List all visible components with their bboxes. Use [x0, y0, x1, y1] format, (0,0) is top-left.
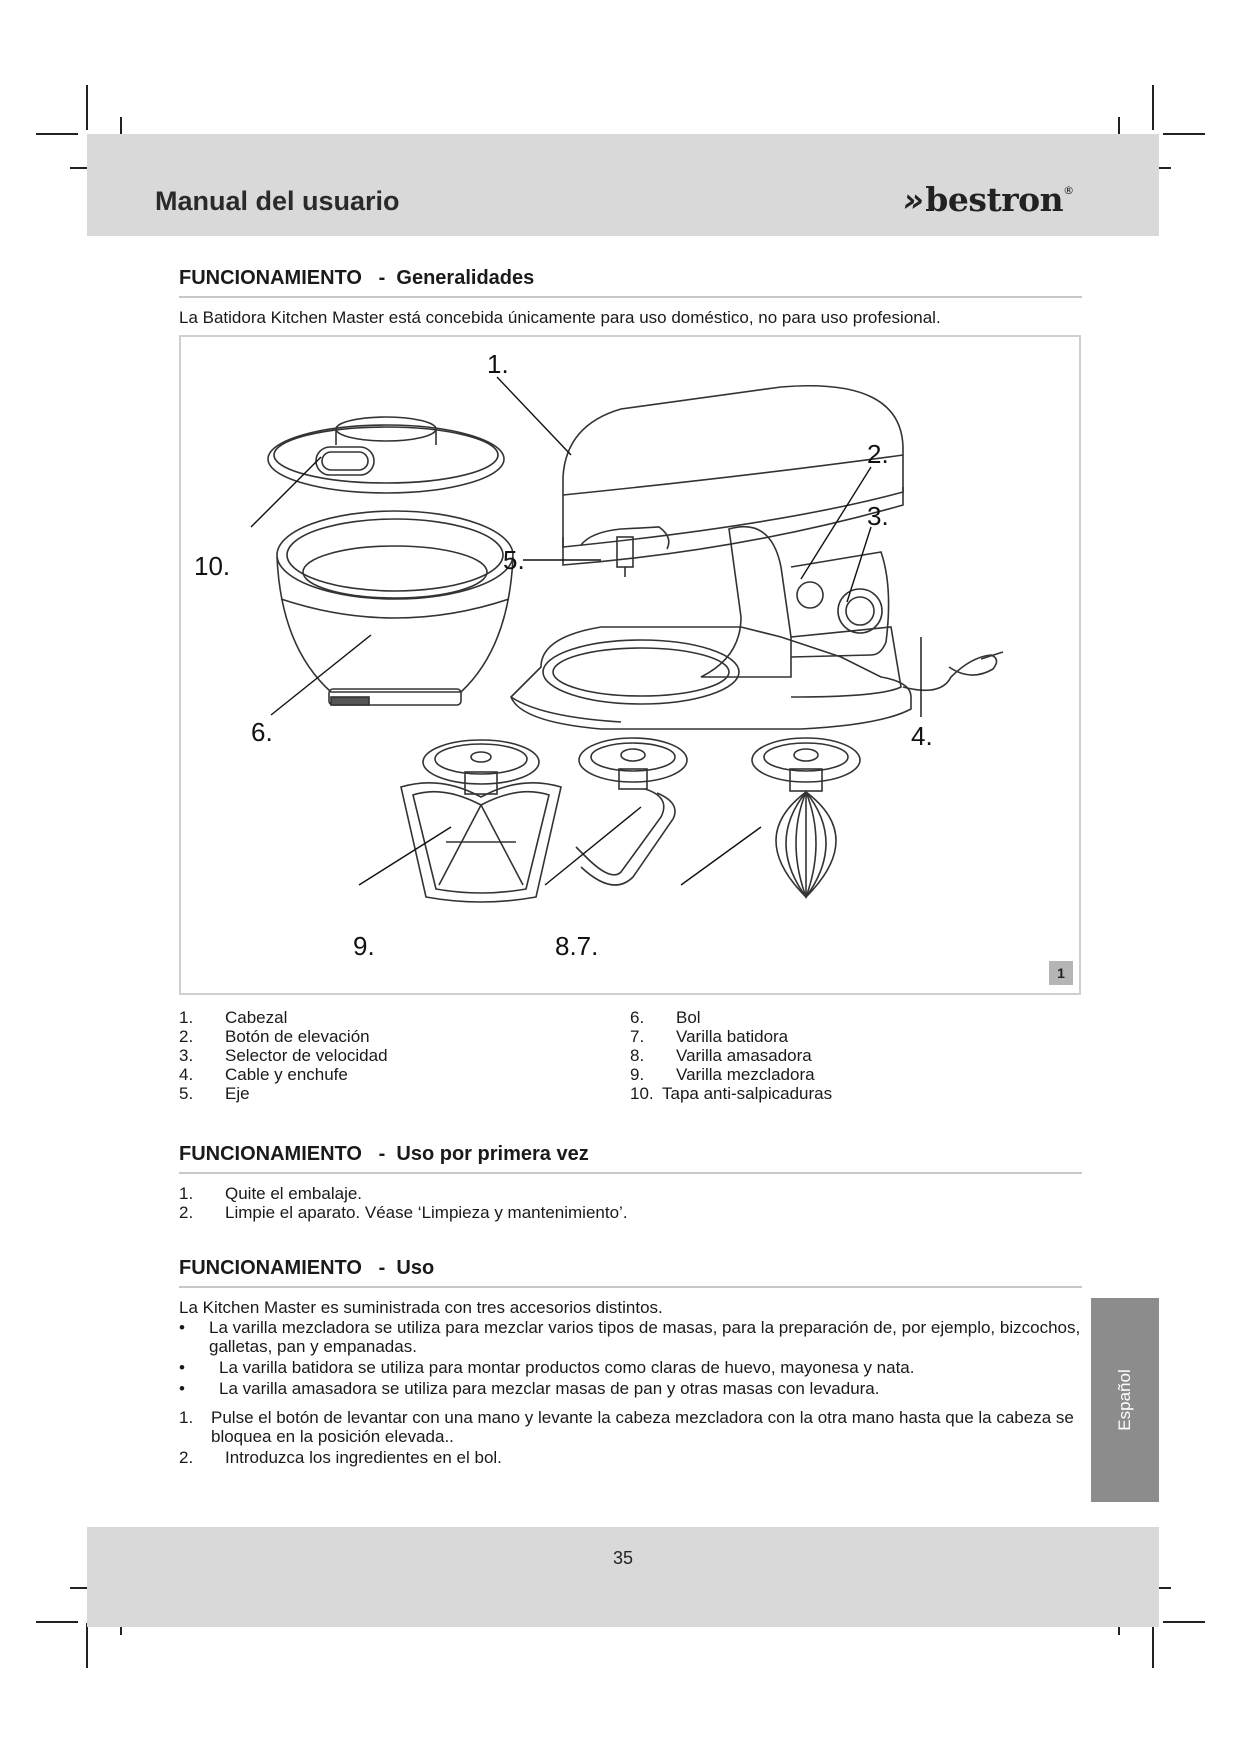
- list-item: 8. Varilla amasadora: [630, 1046, 812, 1065]
- callout-6: 6.: [251, 717, 273, 747]
- callout-4: 4.: [911, 721, 933, 751]
- section-title-first-use: FUNCIONAMIENTO - Uso por primera vez: [179, 1143, 589, 1165]
- section-title-general: FUNCIONAMIENTO - Generalidades: [179, 267, 535, 289]
- parts-list-left: [179, 1008, 388, 1103]
- list-item: 4. Cable y enchufe: [179, 1065, 348, 1084]
- list-item: 1. Cabezal: [179, 1008, 288, 1027]
- callout-10: 10.: [194, 551, 231, 581]
- mixer-base: [511, 627, 911, 729]
- callout-3: 3.: [867, 501, 889, 531]
- list-item: • La varilla batidora se utiliza para montar productos como claras de huevo, mayonesa y nata.: [179, 1358, 915, 1377]
- brand-name: bestron: [925, 180, 1064, 219]
- callout-5: 5.: [503, 545, 525, 575]
- leader-lines: [251, 377, 921, 885]
- callout-8-7: 8.7.: [555, 931, 599, 961]
- spindle: [581, 527, 669, 577]
- list-item: 2. Limpie el aparato. Véase ‘Limpieza y mantenimiento’.: [179, 1203, 628, 1222]
- use-intro: La Kitchen Master es suministrada con tres accesorios distintos.: [179, 1298, 663, 1317]
- parts-list-right: [630, 1008, 832, 1103]
- mixer-diagram: [179, 335, 1081, 995]
- figure-number-badge: 1: [1049, 961, 1073, 985]
- language-tab-label: Español: [1115, 1369, 1134, 1431]
- balloon-whisk: [752, 738, 860, 897]
- callout-1: 1.: [487, 349, 509, 379]
- list-item: 3. Selector de velocidad: [179, 1046, 388, 1065]
- power-cord: [903, 652, 1003, 690]
- list-item: • La varilla mezcladora se utiliza para mezclar varios tipos de masas, para la preparación de, por ejemplo, bizcochos, galletas, pan y empanadas.: [179, 1318, 1081, 1356]
- footer-band: [87, 1527, 1159, 1627]
- mixer-head: [563, 386, 903, 565]
- section-divider: [179, 1172, 1082, 1174]
- list-item: • La varilla amasadora se utiliza para mezclar masas de pan y otras masas con levadura.: [179, 1379, 880, 1398]
- section-divider: [179, 1286, 1082, 1288]
- flat-beater: [401, 740, 561, 902]
- section-divider: [179, 296, 1082, 298]
- accessory-bullets: [179, 1318, 1101, 1398]
- callout-2: 2.: [867, 439, 889, 469]
- page-title: Manual del usuario: [155, 186, 400, 216]
- list-item: 2. Introduzca los ingredientes en el bol.: [179, 1448, 502, 1467]
- list-item: 7. Varilla batidora: [630, 1027, 789, 1046]
- brand-chevron-icon: »: [903, 181, 924, 219]
- brand-logo: [903, 180, 1074, 219]
- list-item: 5. Eje: [179, 1084, 250, 1103]
- dough-hook: [576, 738, 687, 885]
- list-item: 10. Tapa anti-salpicaduras: [630, 1084, 833, 1103]
- brand-registered-mark: ®: [1063, 184, 1074, 197]
- list-item: 1. Quite el embalaje.: [179, 1184, 363, 1203]
- list-item: 9. Varilla mezcladora: [630, 1065, 815, 1084]
- first-use-steps: [179, 1184, 628, 1222]
- use-steps: [179, 1408, 1101, 1467]
- list-item: 2. Botón de elevación: [179, 1027, 370, 1046]
- list-item: 6. Bol: [630, 1008, 701, 1027]
- general-intro: La Batidora Kitchen Master está concebida únicamente para uso doméstico, no para uso profesional.: [179, 308, 941, 327]
- mixer-illustration: [181, 337, 1079, 993]
- list-item: 1. Pulse el botón de levantar con una mano y levante la cabeza mezcladora con la otra mano hasta que la cabeza se bloquea en la posición elevada..: [179, 1408, 1074, 1446]
- callout-9: 9.: [353, 931, 375, 961]
- mixing-bowl: [277, 511, 513, 705]
- splash-guard-lid: [268, 417, 504, 493]
- lift-button-and-speed-knob: [797, 582, 882, 633]
- page-number: 35: [612, 1548, 634, 1568]
- language-tab: [1091, 1298, 1159, 1502]
- section-title-use: FUNCIONAMIENTO - Uso: [179, 1257, 435, 1279]
